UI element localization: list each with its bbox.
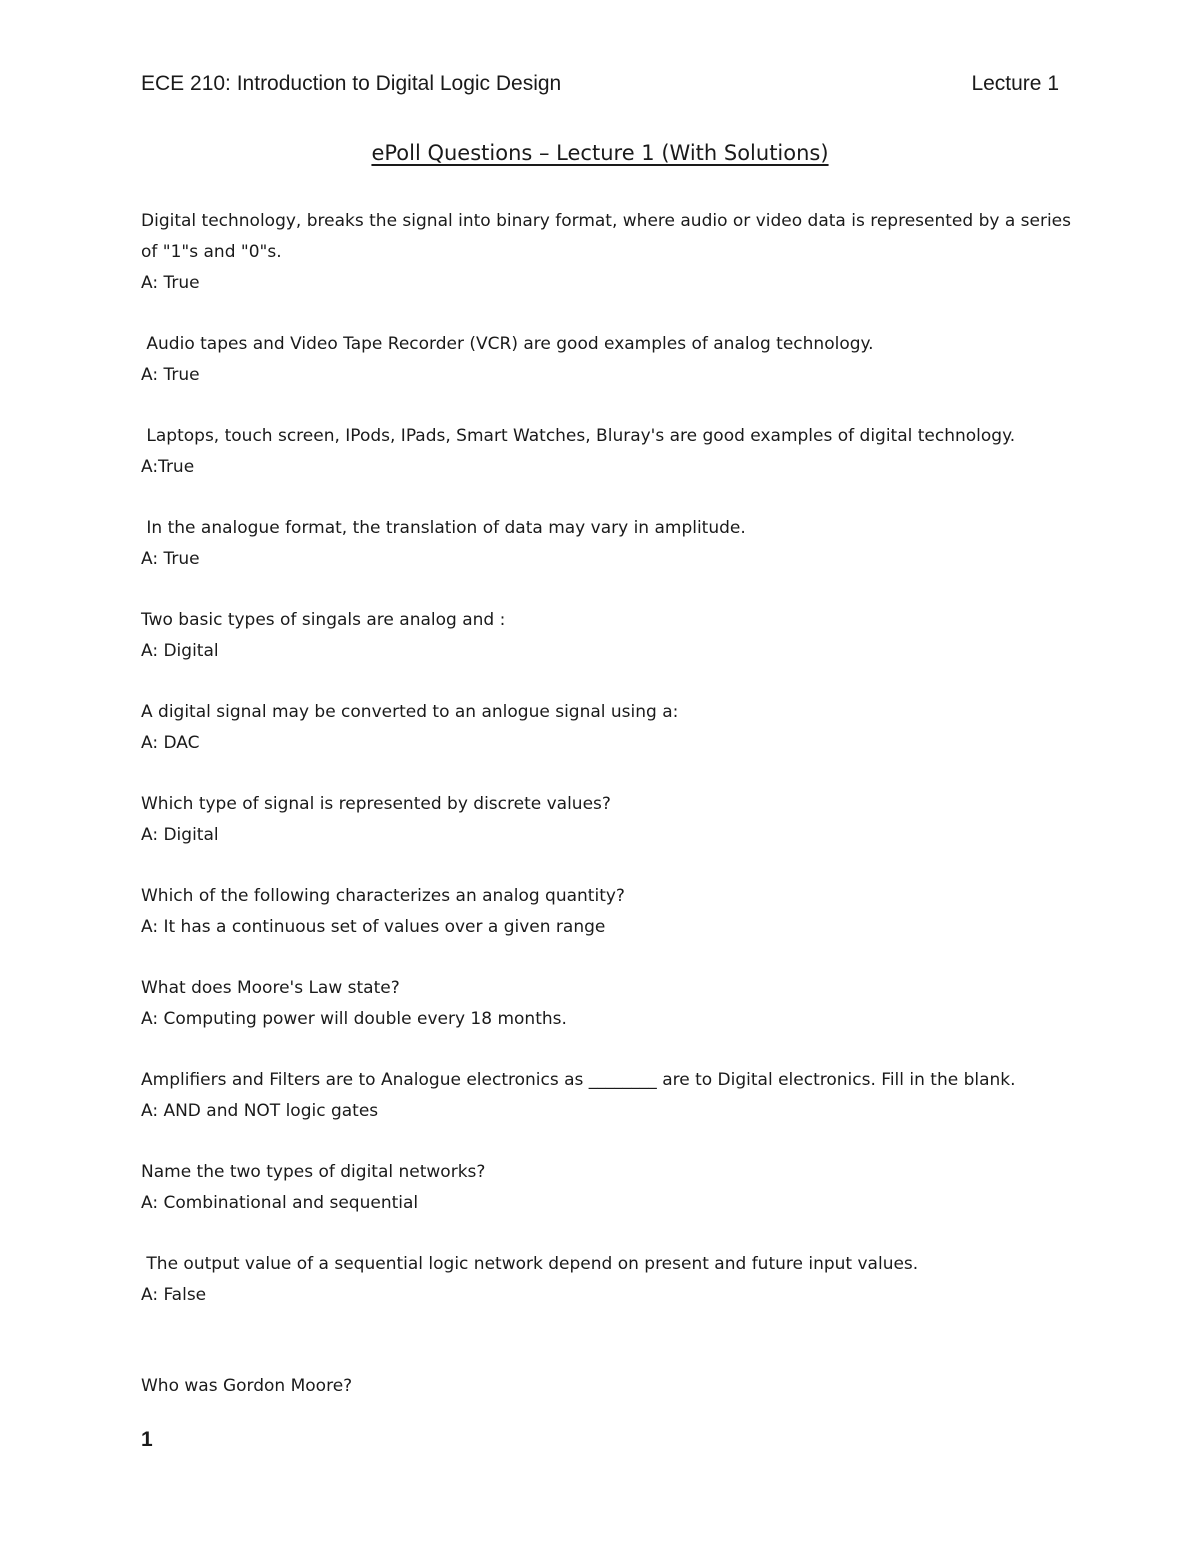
answer-text: A: True <box>141 273 200 293</box>
question-text: Two basic types of singals are analog and : <box>141 610 506 630</box>
lecture-header: Lecture 1 <box>971 72 1059 95</box>
course-header: ECE 210: Introduction to Digital Logic Design <box>141 72 562 95</box>
answer-text: A: True <box>141 549 200 569</box>
question-text: Which type of signal is represented by discrete values? <box>141 794 611 814</box>
qa-item <box>141 1249 1071 1311</box>
qa-item <box>141 421 1071 483</box>
qa-item <box>141 513 1071 575</box>
question-text: Which of the following characterizes an analog quantity? <box>141 886 625 906</box>
question-text: Who was Gordon Moore? <box>141 1376 353 1396</box>
qa-item <box>141 697 1071 759</box>
question-text: What does Moore's Law state? <box>141 978 400 998</box>
page-title: ePoll Questions – Lecture 1 (With Solutions) <box>371 141 829 165</box>
answer-text: A: True <box>141 365 200 385</box>
answer-text: A:True <box>141 457 195 477</box>
answer-text: A: Digital <box>141 825 219 845</box>
question-text: Name the two types of digital networks? <box>141 1162 486 1182</box>
question-text: Audio tapes and Video Tape Recorder (VCR) are good examples of analog technology. <box>141 334 874 354</box>
qa-item <box>141 329 1071 391</box>
question-text: The output value of a sequential logic network depend on present and future input values. <box>141 1254 919 1274</box>
qa-item <box>141 206 1077 299</box>
answer-text: A: False <box>141 1285 207 1305</box>
qa-item <box>141 789 1071 851</box>
question-text: Amplifiers and Filters are to Analogue electronics as ________ are to Digital electronics. Fill in the blank. <box>141 1070 1016 1090</box>
page-number: 1 <box>141 1428 153 1451</box>
question-text: In the analogue format, the translation of data may vary in amplitude. <box>141 518 746 538</box>
question-text: Laptops, touch screen, IPods, IPads, Smart Watches, Bluray's are good examples of digital technology. <box>141 426 1016 446</box>
answer-text: A: DAC <box>141 733 200 753</box>
qa-item <box>141 973 1071 1035</box>
answer-text: A: It has a continuous set of values over a given range <box>141 917 606 937</box>
qa-item <box>141 881 1071 943</box>
qa-item <box>141 605 1071 667</box>
answer-text: A: AND and NOT logic gates <box>141 1101 379 1121</box>
answer-text: A: Digital <box>141 641 219 661</box>
qa-item <box>141 1157 1071 1219</box>
answer-text: A: Computing power will double every 18 months. <box>141 1009 567 1029</box>
qa-item <box>141 1371 1071 1402</box>
answer-text: A: Combinational and sequential <box>141 1193 419 1213</box>
question-text: A digital signal may be converted to an anlogue signal using a: <box>141 702 679 722</box>
question-text: Digital technology, breaks the signal into binary format, where audio or video data is represented by a series of "1"s and "0"s. <box>141 211 1077 262</box>
qa-list <box>141 206 1077 1432</box>
qa-item <box>141 1065 1071 1127</box>
